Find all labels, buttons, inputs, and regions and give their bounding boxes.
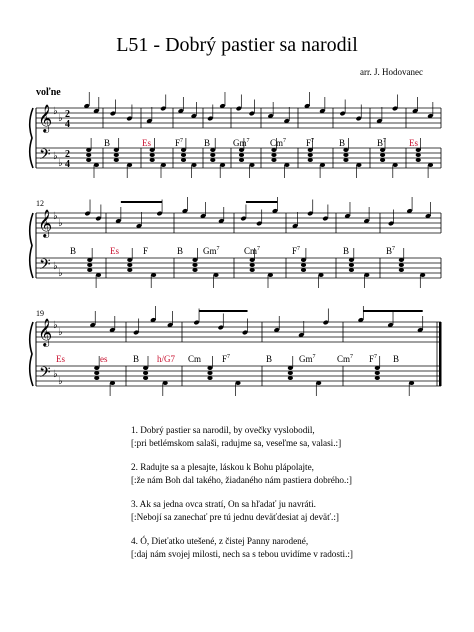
bass-chord-note [349, 258, 354, 262]
bass-chord-note [301, 263, 306, 267]
bass-chord-note [86, 148, 91, 152]
flat-sign: ♭ [58, 268, 63, 279]
bass-chord-note [375, 376, 380, 380]
flat-sign: ♭ [53, 106, 58, 117]
bass-chord-note [239, 148, 244, 152]
bass-chord-note [250, 263, 255, 267]
bass-chord-note [210, 158, 215, 162]
bass-chord-note [375, 366, 380, 370]
system-1 [30, 92, 441, 178]
verse-line: [:daj nám svojej milosti, nech sa s tebou uvidíme v radosti.:] [131, 549, 353, 559]
bass-chord-note [127, 258, 132, 262]
bass-chord-note [250, 268, 255, 272]
bass-note [316, 381, 321, 385]
bass-chord-note [349, 263, 354, 267]
verse-4 [131, 535, 461, 561]
bass-chord-note [380, 158, 385, 162]
bass-chord-note [87, 263, 92, 267]
treble-clef: 𝄞 [38, 318, 53, 346]
bass-note [163, 381, 168, 385]
chord-symbol: Gm$^7$ [299, 354, 316, 364]
flat-sign: ♭ [58, 113, 63, 124]
bass-chord-note [192, 263, 197, 267]
bass-chord-note [271, 153, 276, 157]
chord-symbol: es [100, 354, 108, 364]
system-2 [30, 197, 441, 288]
measure-number-19: 19 [36, 309, 44, 318]
chord-symbol: B [204, 138, 211, 148]
chord-symbol: Gm$^7$ [233, 138, 250, 148]
bass-chord-note [239, 158, 244, 162]
bass-chord-note [143, 376, 148, 380]
bass-chord-note [143, 371, 148, 375]
bass-chord-note [192, 258, 197, 262]
bass-note [191, 163, 196, 167]
bass-chord-note [114, 158, 119, 162]
chord-symbol: Cm$^7$ [244, 246, 261, 256]
bass-chord-note [399, 258, 404, 262]
grand-staff-brace [30, 322, 33, 386]
bass-chord-note [301, 268, 306, 272]
bass-chord-note [380, 153, 385, 157]
flat-sign: ♭ [58, 158, 63, 169]
bass-chord-note [94, 366, 99, 370]
bass-note [356, 163, 361, 167]
time-signature-top: 2 [65, 149, 70, 160]
lyrics-block [131, 424, 461, 572]
grand-staff-brace [30, 108, 33, 168]
bass-chord-note [239, 153, 244, 157]
chord-symbol: Es [56, 354, 65, 364]
flat-sign: ♭ [53, 320, 58, 331]
bass-note [318, 273, 323, 277]
bass-chord-note [181, 153, 186, 157]
bass-chord-note [86, 158, 91, 162]
verse-line: [:že nám Boh dal takého, žiadaného nám pastiera dobrého.:] [131, 475, 352, 485]
bass-chord-note [207, 371, 212, 375]
verse-line: 3. Ak sa jedna ovca stratí, On sa hľadať ju navráti. [131, 499, 316, 509]
time-signature-bottom: 4 [65, 159, 70, 170]
chord-symbol: B [177, 246, 184, 256]
bass-chord-note [114, 153, 119, 157]
bass-chord-note [87, 258, 92, 262]
verse-line: [:Nebojí sa zanechať pre tú jednu deväťdesiat aj deväť.:] [131, 512, 339, 522]
flat-sign: ♭ [58, 376, 63, 387]
verse-2 [131, 461, 461, 487]
chord-symbol: $F^7$ [292, 246, 301, 256]
bass-chord-note [416, 148, 421, 152]
bass-clef: 𝄢 [39, 256, 51, 277]
bass-note [235, 381, 240, 385]
bass-chord-note [416, 158, 421, 162]
chord-symbol: $B^7$ [377, 138, 387, 148]
chord-symbol: Es [110, 246, 119, 256]
bass-note [409, 381, 414, 385]
bass-chord-note [181, 148, 186, 152]
verse-3 [131, 498, 461, 524]
bass-chord-note [308, 148, 313, 152]
bass-note [249, 163, 254, 167]
bass-chord-note [343, 148, 348, 152]
bass-chord-note [87, 268, 92, 272]
chord-symbol: B [343, 246, 350, 256]
bass-chord-note [94, 371, 99, 375]
bass-note [364, 273, 369, 277]
chord-symbol: $F^7$ [369, 354, 378, 364]
bass-clef: 𝄢 [39, 146, 51, 167]
chord-symbol: B [104, 138, 111, 148]
bass-chord-note [127, 263, 132, 267]
bass-chord-note [181, 158, 186, 162]
bass-chord-note [271, 158, 276, 162]
chord-symbol: Cm$^7$ [337, 354, 354, 364]
bass-chord-note [416, 153, 421, 157]
bass-chord-note [380, 148, 385, 152]
verse-1 [131, 424, 461, 450]
bass-note [161, 163, 166, 167]
measure-number-12: 12 [36, 199, 44, 208]
bass-chord-note [210, 148, 215, 152]
bass-chord-note [343, 158, 348, 162]
chord-symbol: B [266, 354, 273, 364]
flat-sign: ♭ [53, 211, 58, 222]
bass-note [284, 163, 289, 167]
final-barline-thick [439, 322, 442, 386]
time-signature-bottom: 4 [65, 119, 70, 130]
bass-chord-note [349, 268, 354, 272]
flat-sign: ♭ [58, 327, 63, 338]
chord-symbol: $F^7$ [306, 138, 315, 148]
arranger-credit: arr. J. Hodovanec [360, 67, 423, 77]
bass-chord-note [250, 258, 255, 262]
bass-chord-note [399, 268, 404, 272]
bass-chord-note [288, 366, 293, 370]
bass-chord-note [301, 258, 306, 262]
bass-note [213, 273, 218, 277]
bass-chord-note [207, 376, 212, 380]
bass-chord-note [114, 148, 119, 152]
bass-chord-note [375, 371, 380, 375]
bass-chord-note [143, 366, 148, 370]
chord-symbol: B [70, 246, 77, 256]
system-3 [30, 306, 442, 396]
bass-note [420, 273, 425, 277]
bass-chord-note [192, 268, 197, 272]
chord-symbol: Es [142, 138, 151, 148]
grand-staff-brace [30, 213, 33, 278]
treble-clef: 𝄞 [38, 209, 53, 237]
chord-symbol: $F^7$ [175, 138, 184, 148]
page-title: L51 - Dobrý pastier sa narodil [116, 34, 358, 56]
bass-clef: 𝄢 [39, 364, 51, 385]
bass-note [393, 163, 398, 167]
bass-chord-note [210, 153, 215, 157]
bass-chord-note [94, 376, 99, 380]
flat-sign: ♭ [53, 369, 58, 380]
chord-symbol: Cm [188, 354, 202, 364]
bass-chord-note [86, 153, 91, 157]
flat-sign: ♭ [53, 261, 58, 272]
chord-symbol: $F^7$ [222, 354, 231, 364]
chord-symbol: B [339, 138, 346, 148]
bass-chord-note [288, 376, 293, 380]
chord-symbol: Gm$^7$ [203, 246, 220, 256]
bass-chord-note [271, 148, 276, 152]
chord-symbol: Cm$^7$ [270, 138, 287, 148]
bass-chord-note [288, 371, 293, 375]
bass-chord-note [150, 153, 155, 157]
bass-chord-note [127, 268, 132, 272]
chord-symbol: h/G7 [157, 354, 175, 364]
time-signature-top: 2 [65, 109, 70, 120]
bass-note [268, 273, 273, 277]
bass-chord-note [399, 263, 404, 267]
bass-note [320, 163, 325, 167]
bass-note [428, 163, 433, 167]
bass-note [110, 381, 115, 385]
chord-symbol: Es [409, 138, 418, 148]
flat-sign: ♭ [58, 218, 63, 229]
treble-staff [36, 322, 441, 342]
verse-line: 1. Dobrý pastier sa narodil, by ovečky vyslobodil, [131, 425, 315, 435]
chord-symbol: F [143, 246, 149, 256]
bass-chord-note [308, 158, 313, 162]
chord-symbol: $B^7$ [386, 246, 396, 256]
bass-note [151, 273, 156, 277]
bass-note [220, 163, 225, 167]
treble-clef: 𝄞 [38, 104, 53, 132]
tempo-marking: voľne [36, 87, 61, 98]
bass-chord-note [150, 148, 155, 152]
bass-note [96, 273, 101, 277]
chord-symbol: B [133, 354, 140, 364]
bass-chord-note [207, 366, 212, 370]
flat-sign: ♭ [53, 151, 58, 162]
bass-chord-note [343, 153, 348, 157]
chord-symbol: B [393, 354, 400, 364]
bass-chord-note [150, 158, 155, 162]
verse-line: 2. Radujte sa a plesajte, láskou k Bohu plápolajte, [131, 462, 314, 472]
bass-chord-note [308, 153, 313, 157]
bass-note [94, 163, 99, 167]
bass-note [127, 163, 132, 167]
verse-line: [:pri betlémskom salaši, radujme sa, veseľme sa, valasi.:] [131, 438, 342, 448]
verse-line: 4. Ó, Dieťatko utešené, z čistej Panny narodené, [131, 536, 309, 546]
